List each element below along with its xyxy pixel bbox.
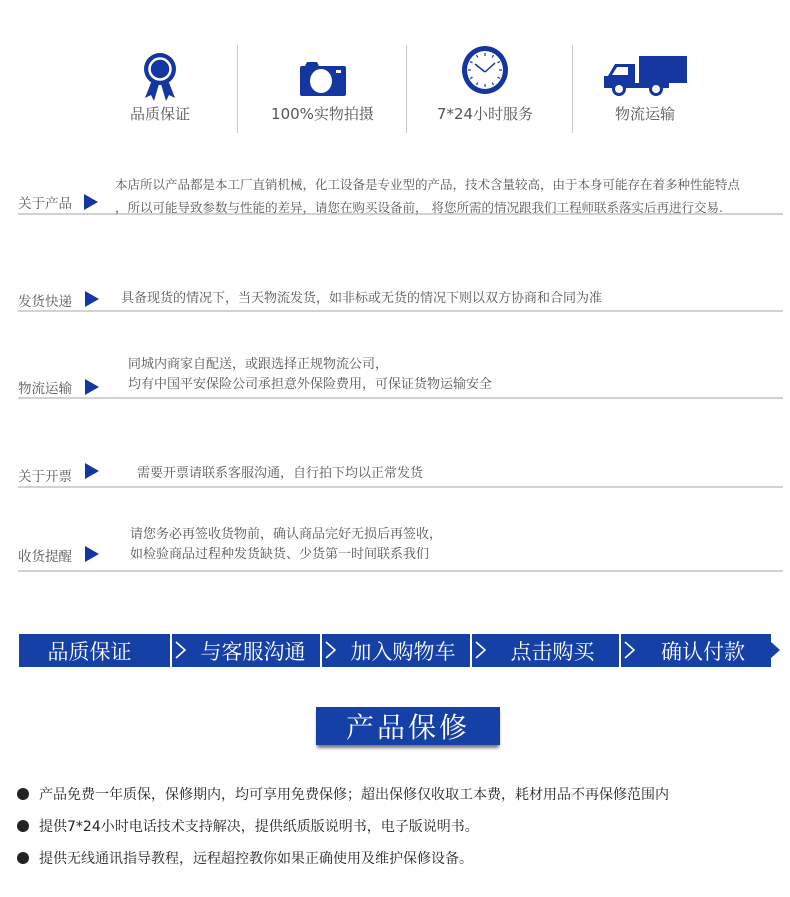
step-label: 品质保证 <box>47 639 132 664</box>
play-arrow-icon <box>85 379 99 395</box>
feature-service <box>420 40 550 140</box>
info-row-shipping <box>18 285 783 312</box>
info-title: 收货提醒 <box>18 549 72 565</box>
info-title: 发货快递 <box>18 294 72 310</box>
camera-icon <box>299 58 347 96</box>
bullet-icon <box>17 820 29 832</box>
divider <box>572 45 573 133</box>
step-quality <box>19 634 170 667</box>
bullet-icon <box>17 852 29 864</box>
bullet-icon <box>17 788 29 800</box>
clock-icon <box>460 44 510 96</box>
play-arrow-icon <box>85 546 99 562</box>
info-text-line: 需要开票请联系客服沟通，自行拍下均以正常发货 <box>137 466 424 481</box>
truck-icon <box>601 54 689 96</box>
feature-icons-row <box>100 40 700 140</box>
divider <box>406 45 407 133</box>
chevron-right-icon <box>324 640 338 660</box>
info-text-line: ，所以可能导致参数与性能的差异，请您在购买设备前， 将您所需的情况跟我们工程师联系落实后再进行交易. <box>115 200 723 215</box>
step-buy <box>472 634 619 667</box>
info-row-receipt <box>18 522 783 572</box>
step-confirm-payment <box>621 634 771 667</box>
warranty-title: 产品保修 <box>345 711 470 744</box>
warranty-item <box>17 778 669 810</box>
info-title: 物流运输 <box>18 381 72 397</box>
step-contact-service <box>172 634 320 667</box>
award-ribbon-icon <box>143 52 177 102</box>
info-row-about-product <box>18 170 783 215</box>
info-text-line: 具备现货的情况下，当天物流发货，如非标或无货的情况下则以双方协商和合同为准 <box>121 291 603 306</box>
arrow-tip-icon <box>771 642 780 658</box>
feature-quality <box>100 40 220 140</box>
feature-label: 7*24小时服务 <box>436 105 534 123</box>
info-text-line: 均有中国平安保险公司承担意外保险费用，可保证货物运输安全 <box>128 377 493 392</box>
step-label: 加入购物车 <box>350 639 456 664</box>
warranty-banner <box>316 707 500 745</box>
info-title: 关于开票 <box>18 469 72 485</box>
step-label: 确认付款 <box>661 639 745 664</box>
warranty-item-text: 提供7*24小时电话技术支持解决，提供纸质版说明书，电子版说明书。 <box>39 819 479 835</box>
warranty-item <box>17 842 669 874</box>
play-arrow-icon <box>85 291 99 307</box>
warranty-item-text: 产品免费一年质保，保修期内，均可享用免费保修；超出保修仅收取工本费，耗材用品不再保修范围内 <box>39 787 669 803</box>
feature-logistics <box>580 40 710 140</box>
warranty-item-text: 提供无线通讯指导教程，远程超控教你如果正确使用及维护保修设备。 <box>39 851 473 867</box>
warranty-list <box>17 778 669 874</box>
info-title: 关于产品 <box>18 196 72 212</box>
play-arrow-icon <box>85 463 99 479</box>
chevron-right-icon <box>623 640 637 660</box>
info-row-logistics <box>18 352 783 399</box>
feature-label: 物流运输 <box>614 105 675 123</box>
info-text-line: 请您务必再签收货物前，确认商品完好无损后再签收， <box>130 527 443 542</box>
step-add-to-cart <box>322 634 470 667</box>
play-arrow-icon <box>84 194 98 210</box>
chevron-right-icon <box>474 640 488 660</box>
feature-label: 品质保证 <box>129 105 190 123</box>
warranty-item <box>17 810 669 842</box>
divider <box>237 45 238 133</box>
chevron-right-icon <box>174 640 188 660</box>
feature-label: 100%实物拍摄 <box>271 105 374 123</box>
info-row-invoice <box>18 458 783 488</box>
info-text-line: 同城内商家自配送，或跟选择正规物流公司， <box>128 357 389 372</box>
step-label: 点击购买 <box>510 639 595 664</box>
purchase-process-steps <box>19 634 779 667</box>
info-text-line: 本店所以产品都是本工厂直销机械，化工设备是专业型的产品，技术含量较高，由于本身可能存在着多种性能特点 <box>115 177 741 192</box>
step-label: 与客服沟通 <box>200 639 306 664</box>
info-text-line: 如检验商品过程种发货缺货、少货第一时间联系我们 <box>130 547 430 562</box>
feature-photo <box>260 40 385 140</box>
